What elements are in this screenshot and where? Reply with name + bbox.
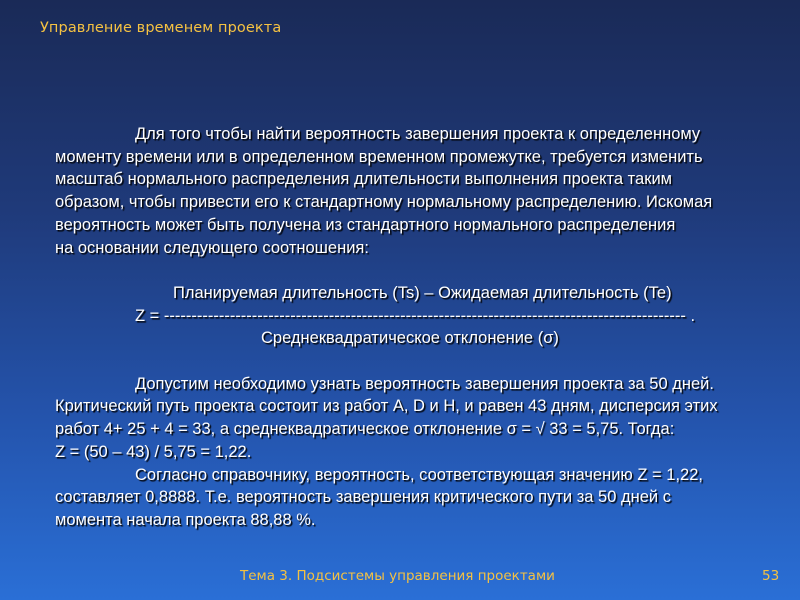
paragraph-line: образом, чтобы привести его к стандартному нормальному распределению. Искомая (55, 193, 713, 212)
formula-denominator: Среднеквадратическое отклонение (σ) (261, 329, 559, 348)
formula-equation: Z = ----------------------------------------------------------------------------------------------- . (135, 306, 696, 325)
formula-numerator: Планируемая длительность (Ts) – Ожидаемая длительность (Te) (173, 283, 672, 302)
paragraph-line: Допустим необходимо узнать вероятность завершения проекта за 50 дней. (135, 374, 714, 393)
paragraph-line: Z = (50 – 43) / 5,75 = 1,22. (55, 442, 252, 461)
paragraph-line: работ 4+ 25 + 4 = 33, а среднеквадратическое отклонение σ = √ 33 = 5,75. Тогда: (55, 420, 675, 439)
paragraph-line: составляет 0,8888. Т.е. вероятность завершения критического пути за 50 дней с (55, 488, 671, 507)
page-number: 53 (762, 568, 780, 584)
slide-title: Управление временем проекта (40, 20, 282, 36)
paragraph-line: Согласно справочнику, вероятность, соответствующая значению Z = 1,22, (135, 465, 703, 484)
paragraph-line: моменту времени или в определенном временном промежутке, требуется изменить (55, 147, 703, 166)
paragraph-line: Критический путь проекта состоит из работ A, D и H, и равен 43 дням, дисперсия этих (55, 397, 718, 416)
paragraph-line: на основании следующего соотношения: (55, 238, 369, 257)
footer-topic: Тема 3. Подсистемы управления проектами (240, 568, 555, 584)
paragraph-line: вероятность может быть получена из стандартного нормального распределения (55, 215, 676, 234)
paragraph-line: момента начала проекта 88,88 %. (55, 510, 316, 529)
paragraph-line: Для того чтобы найти вероятность завершения проекта к определенному (135, 125, 701, 143)
paragraph-line: масштаб нормального распределения длительности выполнения проекта таким (55, 170, 673, 189)
slide-body (55, 123, 785, 532)
